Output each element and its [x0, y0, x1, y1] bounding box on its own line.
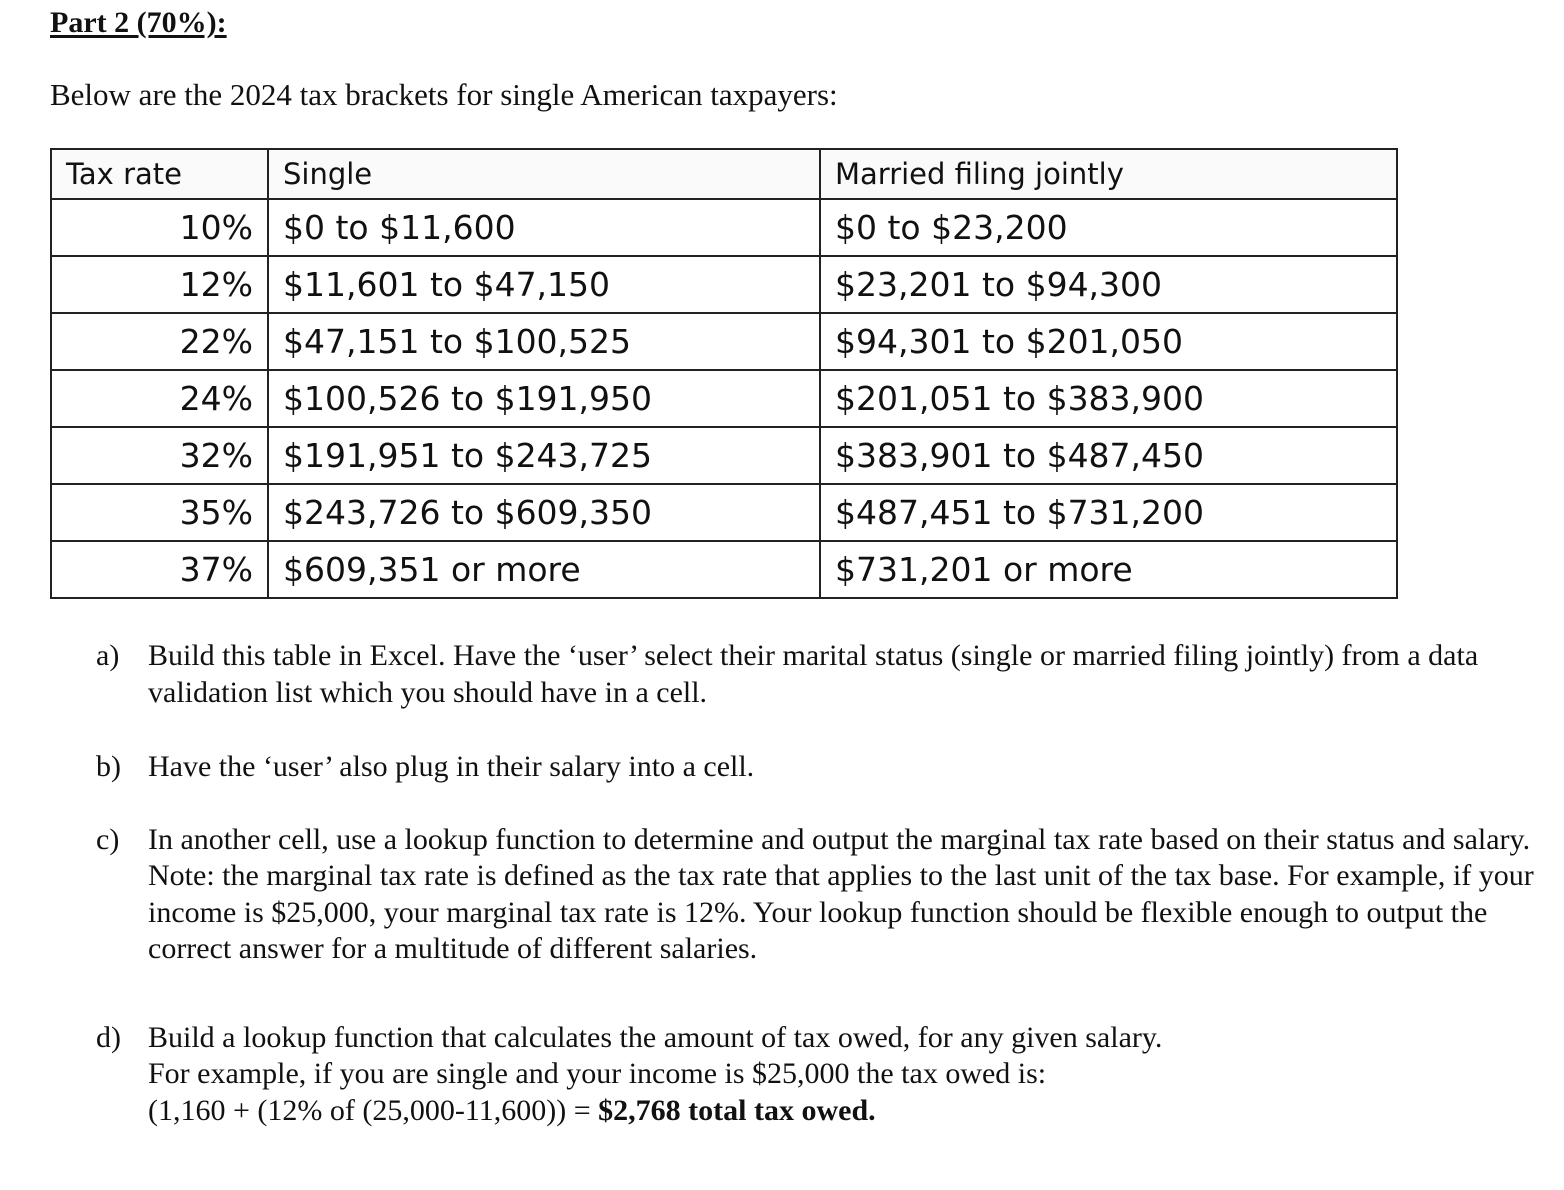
formula-line: [148, 1093, 1536, 1130]
table-row: [51, 256, 1397, 313]
married-cell: $731,201 or more: [820, 541, 1397, 598]
question-d: [96, 1020, 1536, 1130]
single-cell: $243,726 to $609,350: [268, 484, 820, 541]
table-row: [51, 427, 1397, 484]
question-a: [96, 638, 1536, 711]
married-cell: $0 to $23,200: [820, 199, 1397, 256]
formula-expression: (1,160 + (12% of (25,000-11,600)) =: [148, 1093, 599, 1127]
question-label: c): [96, 822, 120, 856]
rate-cell: 24%: [51, 370, 268, 427]
married-cell: $487,451 to $731,200: [820, 484, 1397, 541]
table-row: [51, 199, 1397, 256]
table-row: [51, 484, 1397, 541]
intro-text: Below are the 2024 tax brackets for single American taxpayers:: [50, 77, 838, 112]
single-cell: $47,151 to $100,525: [268, 313, 820, 370]
rate-cell: 12%: [51, 256, 268, 313]
tax-bracket-table: [50, 148, 1398, 599]
rate-cell: 32%: [51, 427, 268, 484]
single-cell: $191,951 to $243,725: [268, 427, 820, 484]
rate-cell: 37%: [51, 541, 268, 598]
header-married: Married filing jointly: [820, 149, 1397, 199]
married-cell: $383,901 to $487,450: [820, 427, 1397, 484]
single-cell: $100,526 to $191,950: [268, 370, 820, 427]
married-cell: $23,201 to $94,300: [820, 256, 1397, 313]
single-cell: $0 to $11,600: [268, 199, 820, 256]
question-label: a): [96, 639, 120, 672]
single-cell: $11,601 to $47,150: [268, 256, 820, 313]
table-row: [51, 370, 1397, 427]
table-header-row: [51, 149, 1397, 199]
question-text: In another cell, use a lookup function to determine and output the marginal tax rate based on their status and salary.: [148, 822, 1531, 856]
table-row: [51, 313, 1397, 370]
rate-cell: 35%: [51, 484, 268, 541]
question-b: [96, 749, 1536, 786]
question-note: Note: the marginal tax rate is defined as the tax rate that applies to the last unit of the tax base. For example, if your income is $25,000, your marginal tax rate is 12%. Your lookup function should be flexible enough to output the correct answer for a multitude of different salaries.: [148, 859, 1534, 965]
rate-cell: 10%: [51, 199, 268, 256]
question-text: Build this table in Excel. Have the ‘user’ select their marital status (single or married filing jointly) from a data validation list which you should have in a cell.: [148, 639, 1479, 709]
married-cell: $94,301 to $201,050: [820, 313, 1397, 370]
question-label: b): [96, 750, 121, 783]
formula-result: $2,768 total tax owed.: [598, 1093, 876, 1127]
part-heading: Part 2 (70%):: [50, 6, 227, 39]
question-label: d): [96, 1020, 121, 1054]
example-line: For example, if you are single and your income is $25,000 the tax owed is:: [148, 1057, 1047, 1090]
question-text: Build a lookup function that calculates the amount of tax owed, for any given salary.: [148, 1020, 1163, 1054]
question-c: [96, 822, 1536, 968]
table-row: [51, 541, 1397, 598]
question-text: Have the ‘user’ also plug in their salary into a cell.: [148, 750, 755, 783]
header-single: Single: [268, 149, 820, 199]
header-tax-rate: Tax rate: [51, 149, 268, 199]
single-cell: $609,351 or more: [268, 541, 820, 598]
question-list: [96, 638, 1536, 1129]
married-cell: $201,051 to $383,900: [820, 370, 1397, 427]
rate-cell: 22%: [51, 313, 268, 370]
